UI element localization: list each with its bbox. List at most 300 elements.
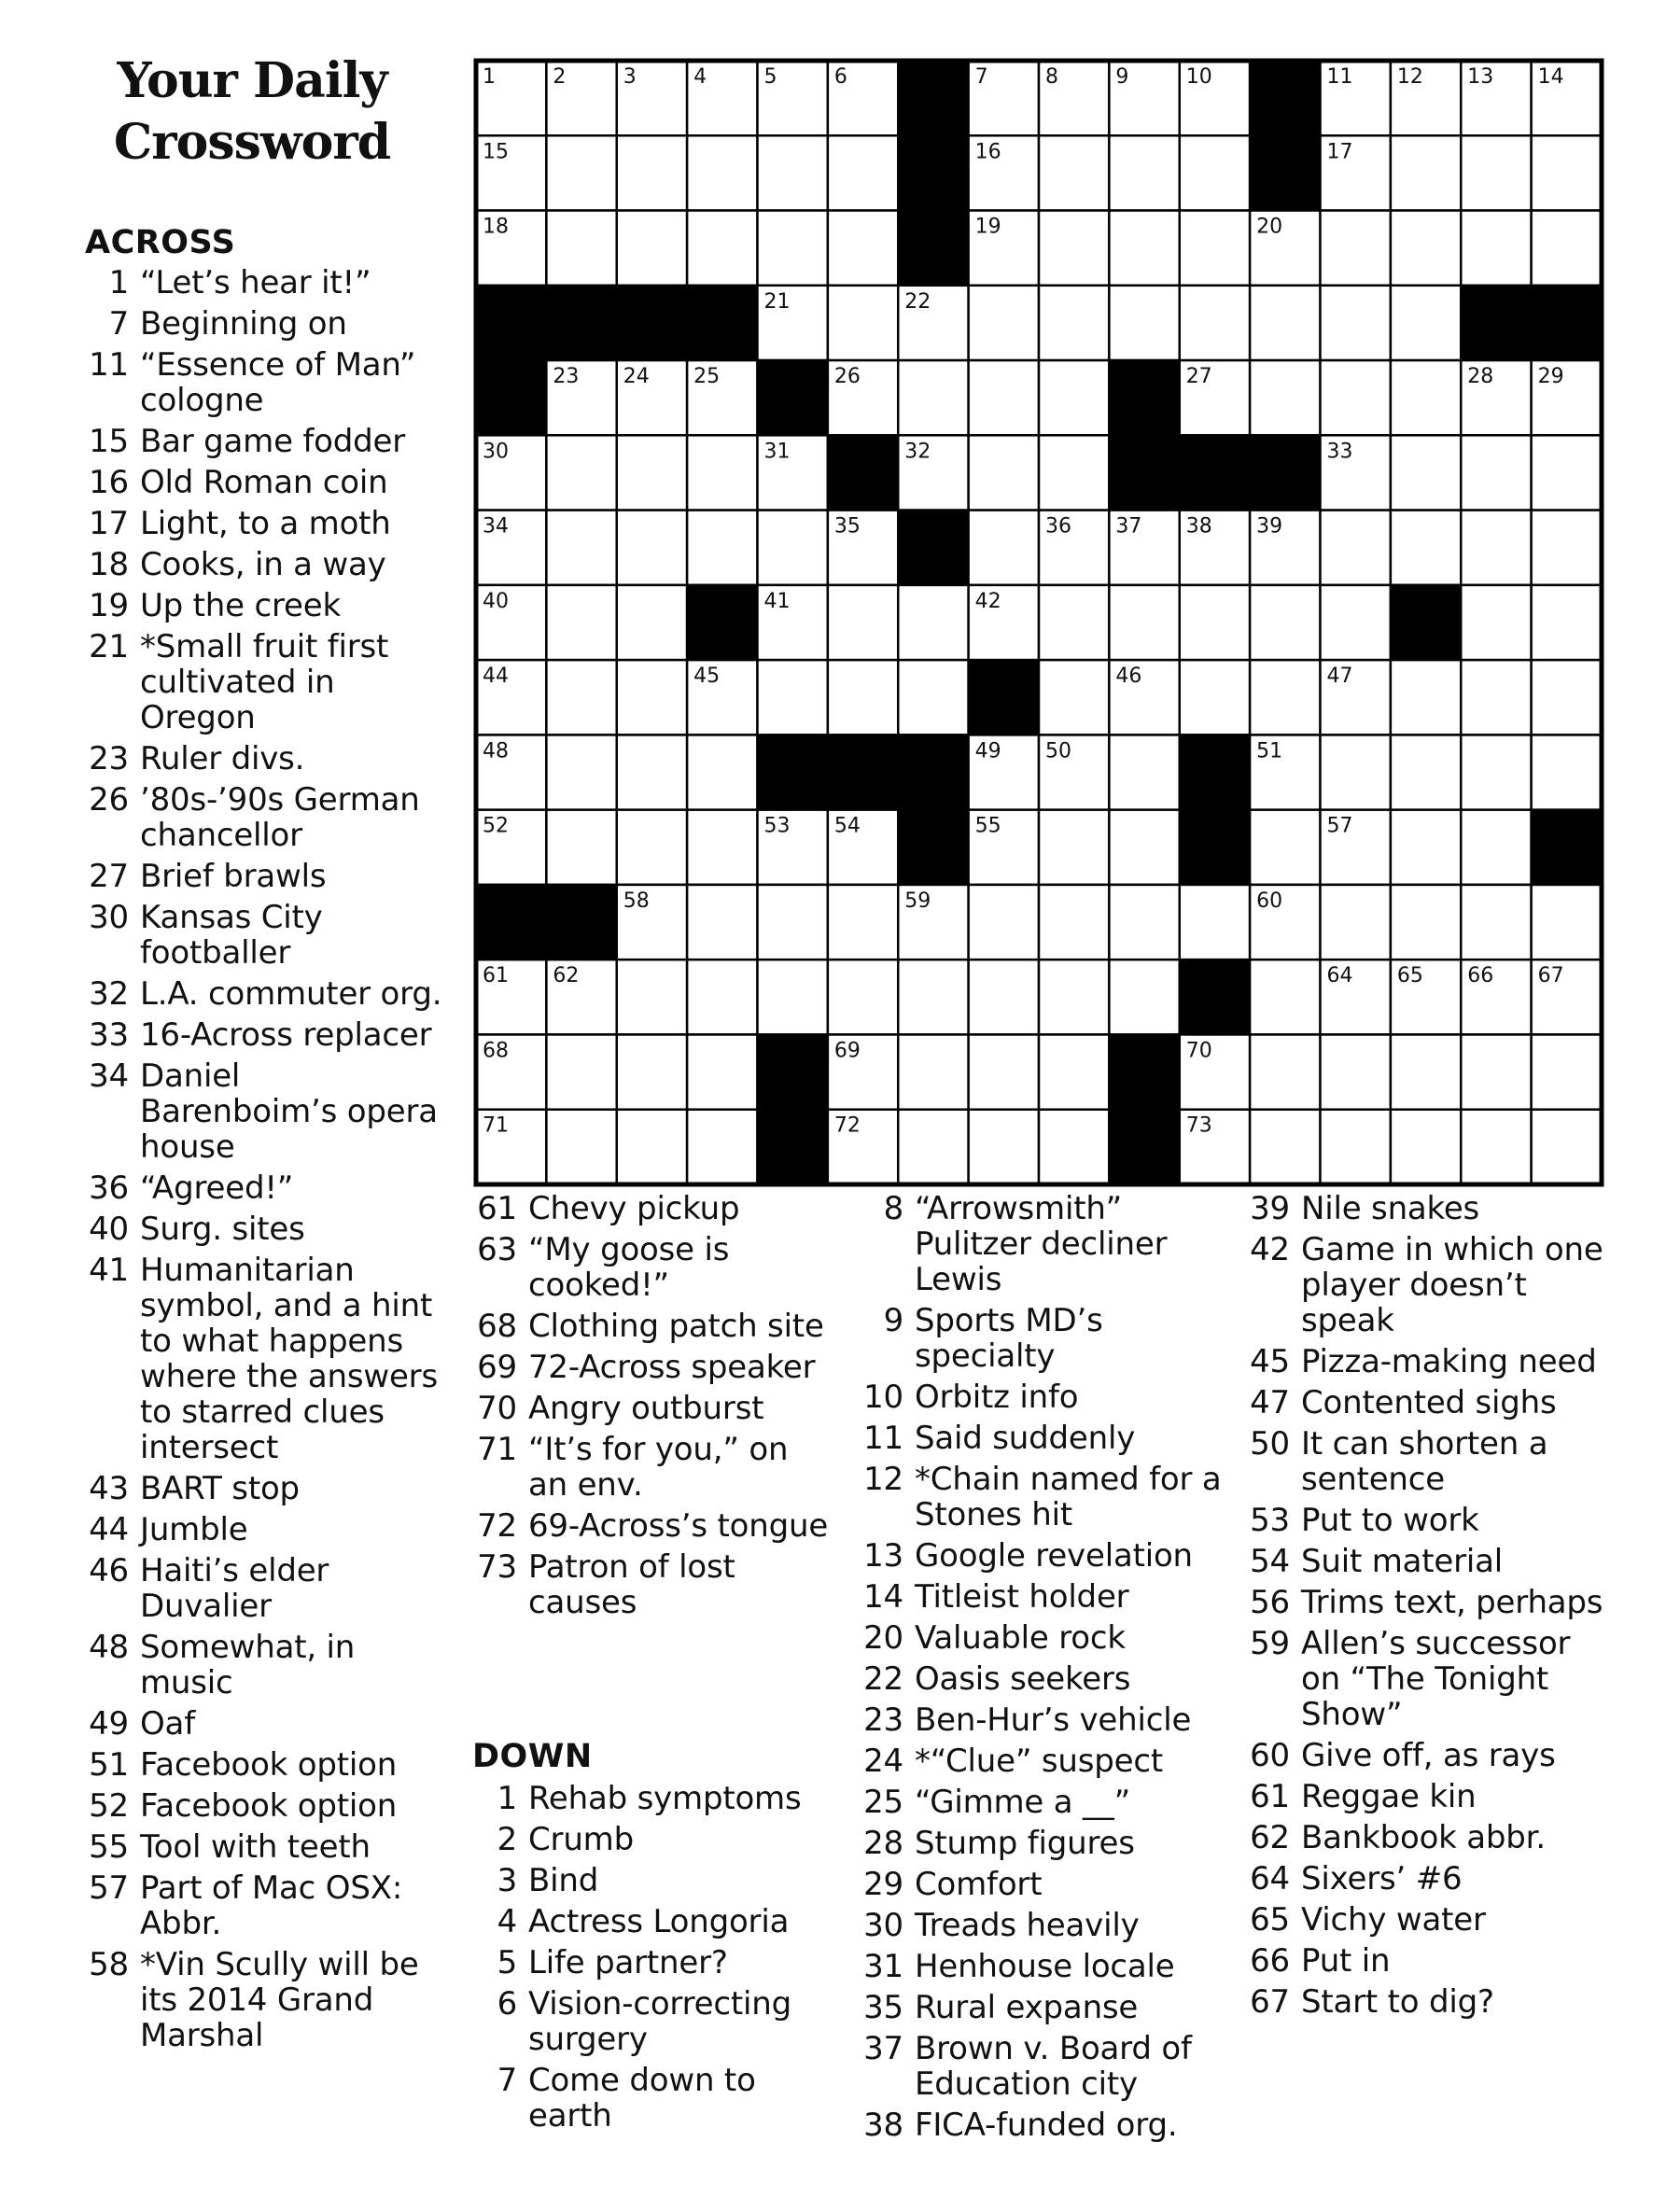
clue-number: 36 — [89, 1169, 129, 1207]
across-clue-72 — [467, 1508, 833, 1544]
grid-cell[interactable] — [687, 211, 757, 286]
across-clue-34 — [78, 1058, 442, 1165]
grid-cell-number: 39 — [1256, 514, 1283, 539]
grid-cell[interactable] — [1391, 885, 1461, 959]
grid-cell-number: 37 — [1115, 514, 1142, 539]
clue-text: Kansas City footballer — [140, 899, 323, 972]
grid-cell[interactable] — [546, 585, 616, 660]
grid-cell-number: 11 — [1326, 65, 1353, 89]
grid-cell-number: 44 — [483, 665, 509, 689]
grid-cell[interactable] — [1321, 286, 1391, 360]
down-clue-61 — [1239, 1779, 1613, 1814]
clue-number: 26 — [89, 781, 129, 819]
grid-cell[interactable] — [687, 885, 757, 959]
clue-text: Brown v. Board of Education city — [915, 2030, 1192, 2103]
grid-cell[interactable] — [1461, 660, 1531, 735]
clue-text: Cooks, in a way — [140, 546, 386, 583]
grid-cell[interactable] — [828, 660, 898, 735]
grid-cell-number: 1 — [483, 65, 496, 89]
clue-text: *Vin Scully will be its 2014 Grand Marshal — [140, 1946, 419, 2054]
grid-cell[interactable] — [898, 1034, 968, 1109]
grid-cell[interactable] — [1532, 135, 1602, 210]
grid-block — [1109, 360, 1179, 435]
grid-cell[interactable] — [546, 1110, 616, 1184]
clue-number: 30 — [863, 1907, 903, 1944]
grid-cell[interactable] — [687, 511, 757, 585]
grid-cell[interactable] — [758, 211, 828, 286]
grid-cell[interactable] — [969, 360, 1039, 435]
across-clue-15 — [78, 424, 442, 459]
clue-text: Actress Longoria — [528, 1903, 790, 1940]
grid-cell[interactable] — [1039, 435, 1109, 510]
grid-cell[interactable] — [1180, 660, 1250, 735]
grid-cell-number: 67 — [1537, 964, 1564, 988]
grid-cell[interactable] — [1109, 135, 1179, 210]
clue-text: Tool with teeth — [140, 1828, 371, 1866]
grid-cell[interactable] — [617, 735, 687, 809]
down-clue-50 — [1239, 1426, 1613, 1497]
grid-cell[interactable] — [1180, 211, 1250, 286]
down-clue-5 — [467, 1945, 833, 1981]
grid-cell-number: 2 — [553, 65, 567, 89]
grid-cell[interactable] — [1039, 1110, 1109, 1184]
grid-cell[interactable] — [546, 135, 616, 210]
clue-text: Facebook option — [140, 1746, 398, 1784]
grid-cell[interactable] — [1391, 810, 1461, 885]
grid-cell-number: 10 — [1185, 65, 1212, 89]
grid-cell[interactable] — [1532, 660, 1602, 735]
grid-cell[interactable] — [828, 959, 898, 1034]
grid-cell[interactable] — [1532, 1034, 1602, 1109]
grid-cell[interactable] — [617, 959, 687, 1034]
grid-cell[interactable] — [1250, 1034, 1320, 1109]
grid-cell[interactable] — [1532, 735, 1602, 809]
grid-cell[interactable] — [1461, 885, 1531, 959]
grid-cell-number: 4 — [693, 65, 707, 89]
across-clue-36 — [78, 1170, 442, 1206]
grid-block — [687, 286, 757, 360]
crossword-grid-svg[interactable] — [473, 58, 1604, 1187]
across-clue-16 — [78, 465, 442, 500]
grid-cell[interactable] — [546, 1034, 616, 1109]
clue-text: Bar game fodder — [140, 423, 406, 460]
grid-cell[interactable] — [1109, 286, 1179, 360]
across-clue-52 — [78, 1788, 442, 1824]
down-clue-38 — [853, 2107, 1226, 2143]
grid-block — [1180, 435, 1250, 510]
clue-text: 16-Across replacer — [140, 1016, 432, 1054]
clue-text: Contented sighs — [1301, 1384, 1557, 1421]
clue-number: 49 — [89, 1705, 129, 1743]
grid-cell-number: 38 — [1185, 514, 1212, 539]
clue-number: 51 — [89, 1746, 129, 1784]
clue-text: Game in which one player doesn’t speak — [1301, 1231, 1603, 1339]
grid-cell[interactable] — [1321, 360, 1391, 435]
grid-cell[interactable] — [617, 585, 687, 660]
grid-cell[interactable] — [828, 286, 898, 360]
grid-block — [476, 360, 546, 435]
grid-cell[interactable] — [1461, 511, 1531, 585]
grid-cell[interactable] — [1109, 735, 1179, 809]
grid-cell[interactable] — [1391, 435, 1461, 510]
grid-cell[interactable] — [1321, 211, 1391, 286]
grid-cell[interactable] — [1180, 135, 1250, 210]
grid-block — [898, 735, 968, 809]
grid-cell[interactable] — [758, 885, 828, 959]
clue-number: 61 — [477, 1190, 517, 1227]
clue-text: Beginning on — [140, 305, 347, 343]
grid-block — [476, 286, 546, 360]
grid-cell[interactable] — [1250, 1110, 1320, 1184]
grid-cell[interactable] — [1532, 435, 1602, 510]
grid-cell[interactable] — [687, 959, 757, 1034]
grid-cell[interactable] — [1180, 885, 1250, 959]
grid-cell[interactable] — [1321, 885, 1391, 959]
clue-number: 73 — [477, 1548, 517, 1586]
grid-cell[interactable] — [969, 1034, 1039, 1109]
grid-cell[interactable] — [1391, 511, 1461, 585]
grid-cell-number: 42 — [974, 589, 1001, 613]
across-clue-23 — [78, 741, 442, 777]
page-title — [65, 50, 439, 174]
clue-text: Part of Mac OSX: Abbr. — [140, 1869, 403, 1942]
grid-cell-number: 6 — [833, 65, 847, 89]
grid-cell[interactable] — [1532, 585, 1602, 660]
grid-cell[interactable] — [1109, 959, 1179, 1034]
grid-cell[interactable] — [1039, 286, 1109, 360]
across-clue-27 — [78, 859, 442, 894]
grid-cell[interactable] — [1039, 1034, 1109, 1109]
grid-cell[interactable] — [1250, 959, 1320, 1034]
clue-number: 7 — [497, 2062, 517, 2099]
clue-text: Google revelation — [915, 1537, 1193, 1575]
grid-cell[interactable] — [1180, 286, 1250, 360]
clue-text: “Let’s hear it!” — [140, 264, 371, 301]
down-clue-13 — [853, 1538, 1226, 1574]
grid-cell[interactable] — [758, 135, 828, 210]
grid-block — [1391, 585, 1461, 660]
clue-number: 47 — [1250, 1384, 1290, 1421]
grid-cell-number: 62 — [553, 964, 580, 988]
clue-number: 33 — [89, 1016, 129, 1054]
clue-number: 29 — [863, 1866, 903, 1903]
clue-number: 41 — [89, 1252, 129, 1289]
clue-number: 27 — [89, 858, 129, 895]
down-clue-56 — [1239, 1585, 1613, 1620]
clue-text: “My goose is cooked!” — [528, 1231, 730, 1304]
grid-cell-number: 68 — [483, 1039, 509, 1063]
across-clues-column-2 — [467, 1191, 833, 1626]
grid-cell[interactable] — [617, 511, 687, 585]
across-clue-61 — [467, 1191, 833, 1226]
clue-number: 66 — [1250, 1942, 1290, 1980]
title-line-1: Your Daily — [117, 52, 387, 109]
grid-block — [1532, 286, 1602, 360]
grid-cell[interactable] — [898, 660, 968, 735]
clue-number: 21 — [89, 628, 129, 665]
across-clue-1 — [78, 265, 442, 301]
clue-number: 72 — [477, 1507, 517, 1545]
grid-cell[interactable] — [1391, 1110, 1461, 1184]
grid-block — [1532, 810, 1602, 885]
grid-cell[interactable] — [687, 135, 757, 210]
clue-text: FICA-funded org. — [915, 2107, 1178, 2144]
grid-cell[interactable] — [1039, 360, 1109, 435]
grid-cell-number: 21 — [763, 289, 791, 314]
across-clue-58 — [78, 1947, 442, 2053]
grid-cell[interactable] — [1461, 1110, 1531, 1184]
grid-cell[interactable] — [1461, 435, 1531, 510]
grid-cell-number: 16 — [974, 140, 1001, 164]
grid-cell[interactable] — [898, 585, 968, 660]
clue-number: 55 — [89, 1828, 129, 1866]
clue-number: 38 — [863, 2107, 903, 2144]
grid-cell[interactable] — [1321, 585, 1391, 660]
grid-cell-number: 51 — [1256, 739, 1283, 763]
clue-number: 54 — [1250, 1543, 1290, 1580]
clue-number: 18 — [89, 546, 129, 583]
grid-cell[interactable] — [828, 135, 898, 210]
grid-block — [969, 660, 1039, 735]
grid-cell-number: 24 — [623, 365, 650, 389]
clue-text: Oasis seekers — [915, 1660, 1131, 1698]
down-clue-4 — [467, 1904, 833, 1939]
grid-cell-number: 8 — [1045, 65, 1058, 89]
grid-cell-number: 70 — [1185, 1039, 1212, 1063]
clue-number: 52 — [89, 1787, 129, 1825]
grid-cell[interactable] — [898, 959, 968, 1034]
grid-cell[interactable] — [1039, 959, 1109, 1034]
grid-cell[interactable] — [617, 660, 687, 735]
clue-number: 17 — [89, 505, 129, 542]
clue-text: Start to dig? — [1301, 1983, 1494, 2021]
grid-cell[interactable] — [1039, 885, 1109, 959]
clue-text: Light, to a moth — [140, 505, 391, 542]
clue-text: 69-Across’s tongue — [528, 1507, 829, 1545]
down-clue-1 — [467, 1781, 833, 1816]
grid-cell[interactable] — [758, 511, 828, 585]
grid-cell[interactable] — [969, 286, 1039, 360]
clue-text: Stump figures — [915, 1825, 1135, 1862]
down-clues-column-2 — [853, 1191, 1226, 2149]
grid-cell[interactable] — [969, 435, 1039, 510]
grid-cell-number: 20 — [1256, 215, 1283, 239]
down-heading: DOWN — [472, 1738, 593, 1775]
clue-text: Treads heavily — [915, 1907, 1140, 1944]
grid-cell[interactable] — [1039, 211, 1109, 286]
grid-cell[interactable] — [898, 1110, 968, 1184]
clue-number: 35 — [863, 1989, 903, 2026]
grid-cell[interactable] — [828, 885, 898, 959]
down-clue-11 — [853, 1421, 1226, 1456]
grid-cell[interactable] — [1461, 1034, 1531, 1109]
grid-cell[interactable] — [687, 810, 757, 885]
down-clue-22 — [853, 1661, 1226, 1697]
grid-cell[interactable] — [617, 211, 687, 286]
grid-cell[interactable] — [546, 660, 616, 735]
grid-cell[interactable] — [687, 735, 757, 809]
grid-cell[interactable] — [1461, 585, 1531, 660]
across-clue-43 — [78, 1471, 442, 1506]
grid-cell[interactable] — [1532, 211, 1602, 286]
clue-text: Daniel Barenboim’s opera house — [140, 1057, 438, 1166]
clue-number: 61 — [1250, 1778, 1290, 1815]
clue-text: *Small fruit first cultivated in Oregon — [140, 628, 389, 736]
clue-number: 19 — [89, 587, 129, 624]
grid-cell[interactable] — [969, 885, 1039, 959]
down-clue-42 — [1239, 1232, 1613, 1338]
grid-block — [898, 61, 968, 135]
grid-cell[interactable] — [1321, 511, 1391, 585]
grid-cell[interactable] — [1532, 1110, 1602, 1184]
clue-number: 64 — [1250, 1860, 1290, 1897]
grid-cell[interactable] — [758, 959, 828, 1034]
clue-text: Chevy pickup — [528, 1190, 740, 1227]
grid-cell-number: 13 — [1467, 65, 1494, 89]
grid-cell[interactable] — [1180, 585, 1250, 660]
grid-block — [687, 585, 757, 660]
clue-text: “Essence of Man” cologne — [140, 346, 416, 419]
down-clue-54 — [1239, 1544, 1613, 1579]
grid-cell-number: 17 — [1326, 140, 1353, 164]
grid-cell[interactable] — [1250, 660, 1320, 735]
grid-cell[interactable] — [1321, 1034, 1391, 1109]
clue-text: Sixers’ #6 — [1301, 1860, 1463, 1897]
grid-cell[interactable] — [758, 660, 828, 735]
grid-cell[interactable] — [687, 435, 757, 510]
grid-cell[interactable] — [1250, 810, 1320, 885]
clue-text: Patron of lost causes — [528, 1548, 735, 1621]
grid-cell[interactable] — [1391, 211, 1461, 286]
grid-cell[interactable] — [1039, 135, 1109, 210]
grid-cell-number: 35 — [833, 514, 861, 539]
grid-cell[interactable] — [546, 511, 616, 585]
grid-cell[interactable] — [1391, 360, 1461, 435]
down-clue-14 — [853, 1579, 1226, 1615]
grid-cell[interactable] — [969, 1110, 1039, 1184]
grid-cell[interactable] — [1109, 885, 1179, 959]
grid-cell[interactable] — [1250, 585, 1320, 660]
grid-cell[interactable] — [1109, 585, 1179, 660]
grid-cell[interactable] — [546, 810, 616, 885]
grid-cell-number: 50 — [1045, 739, 1071, 763]
grid-cell-number: 22 — [904, 289, 931, 314]
grid-cell[interactable] — [828, 211, 898, 286]
grid-cell[interactable] — [617, 1034, 687, 1109]
clue-text: “Arrowsmith” Pulitzer decliner Lewis — [915, 1190, 1168, 1298]
clue-number: 58 — [89, 1946, 129, 1983]
down-clue-20 — [853, 1620, 1226, 1656]
grid-cell[interactable] — [1109, 810, 1179, 885]
grid-cell-number: 66 — [1467, 964, 1494, 988]
grid-cell[interactable] — [828, 585, 898, 660]
grid-cell[interactable] — [969, 511, 1039, 585]
grid-cell[interactable] — [1391, 1034, 1461, 1109]
clue-number: 62 — [1250, 1819, 1290, 1856]
grid-cell[interactable] — [1391, 660, 1461, 735]
down-clue-8 — [853, 1191, 1226, 1297]
grid-cell[interactable] — [1391, 286, 1461, 360]
grid-cell-number: 14 — [1537, 65, 1564, 89]
clue-number: 65 — [1250, 1901, 1290, 1939]
clue-number: 44 — [89, 1511, 129, 1548]
grid-cell[interactable] — [969, 959, 1039, 1034]
grid-cell-number: 69 — [833, 1039, 861, 1063]
grid-cell[interactable] — [1532, 885, 1602, 959]
grid-cell[interactable] — [1391, 735, 1461, 809]
across-clue-30 — [78, 900, 442, 971]
down-clue-9 — [853, 1303, 1226, 1374]
crossword-grid[interactable] — [473, 58, 1604, 1187]
clue-text: Give off, as rays — [1301, 1737, 1556, 1774]
clue-text: “Gimme a __” — [915, 1784, 1131, 1821]
grid-cell[interactable] — [1391, 135, 1461, 210]
down-clue-47 — [1239, 1385, 1613, 1421]
across-clue-48 — [78, 1630, 442, 1701]
grid-cell[interactable] — [1321, 735, 1391, 809]
grid-cell[interactable] — [1461, 135, 1531, 210]
grid-cell[interactable] — [687, 1110, 757, 1184]
down-clue-28 — [853, 1826, 1226, 1861]
grid-cell-number: 33 — [1326, 440, 1353, 464]
grid-block — [617, 286, 687, 360]
grid-cell[interactable] — [1039, 810, 1109, 885]
grid-cell[interactable] — [1532, 511, 1602, 585]
clue-text: Oaf — [140, 1705, 195, 1743]
grid-cell[interactable] — [1109, 211, 1179, 286]
grid-cell[interactable] — [546, 735, 616, 809]
clue-text: Put in — [1301, 1942, 1391, 1980]
grid-cell[interactable] — [1039, 660, 1109, 735]
grid-cell[interactable] — [617, 435, 687, 510]
grid-cell[interactable] — [1039, 585, 1109, 660]
grid-cell[interactable] — [1461, 810, 1531, 885]
grid-cell[interactable] — [1250, 286, 1320, 360]
grid-cell[interactable] — [617, 810, 687, 885]
down-clue-59 — [1239, 1626, 1613, 1732]
grid-cell-number: 65 — [1396, 964, 1423, 988]
grid-cell[interactable] — [1250, 360, 1320, 435]
grid-cell[interactable] — [617, 135, 687, 210]
grid-cell[interactable] — [687, 1034, 757, 1109]
grid-cell-number: 9 — [1115, 65, 1129, 89]
clue-text: Said suddenly — [915, 1420, 1136, 1457]
clue-number: 30 — [89, 899, 129, 936]
grid-block — [1461, 286, 1531, 360]
grid-cell-number: 54 — [833, 814, 861, 838]
clue-text: It can shorten a sentence — [1301, 1425, 1548, 1498]
grid-cell-number: 58 — [623, 889, 650, 913]
grid-cell[interactable] — [546, 435, 616, 510]
clue-text: Comfort — [915, 1866, 1043, 1903]
grid-cell[interactable] — [1461, 735, 1531, 809]
grid-cell[interactable] — [898, 360, 968, 435]
clue-text: Titleist holder — [915, 1578, 1129, 1616]
grid-cell[interactable] — [546, 211, 616, 286]
grid-cell[interactable] — [1461, 211, 1531, 286]
grid-cell[interactable] — [1321, 1110, 1391, 1184]
across-clue-49 — [78, 1706, 442, 1742]
across-clue-63 — [467, 1232, 833, 1303]
down-clue-39 — [1239, 1191, 1613, 1226]
clue-number: 46 — [89, 1552, 129, 1589]
grid-cell-number: 48 — [483, 739, 509, 763]
clue-text: Vision-correcting surgery — [528, 1985, 791, 2058]
clue-text: Rural expanse — [915, 1989, 1139, 2026]
grid-cell-number: 31 — [763, 440, 791, 464]
clue-text: Old Roman coin — [140, 464, 388, 501]
grid-cell[interactable] — [617, 1110, 687, 1184]
